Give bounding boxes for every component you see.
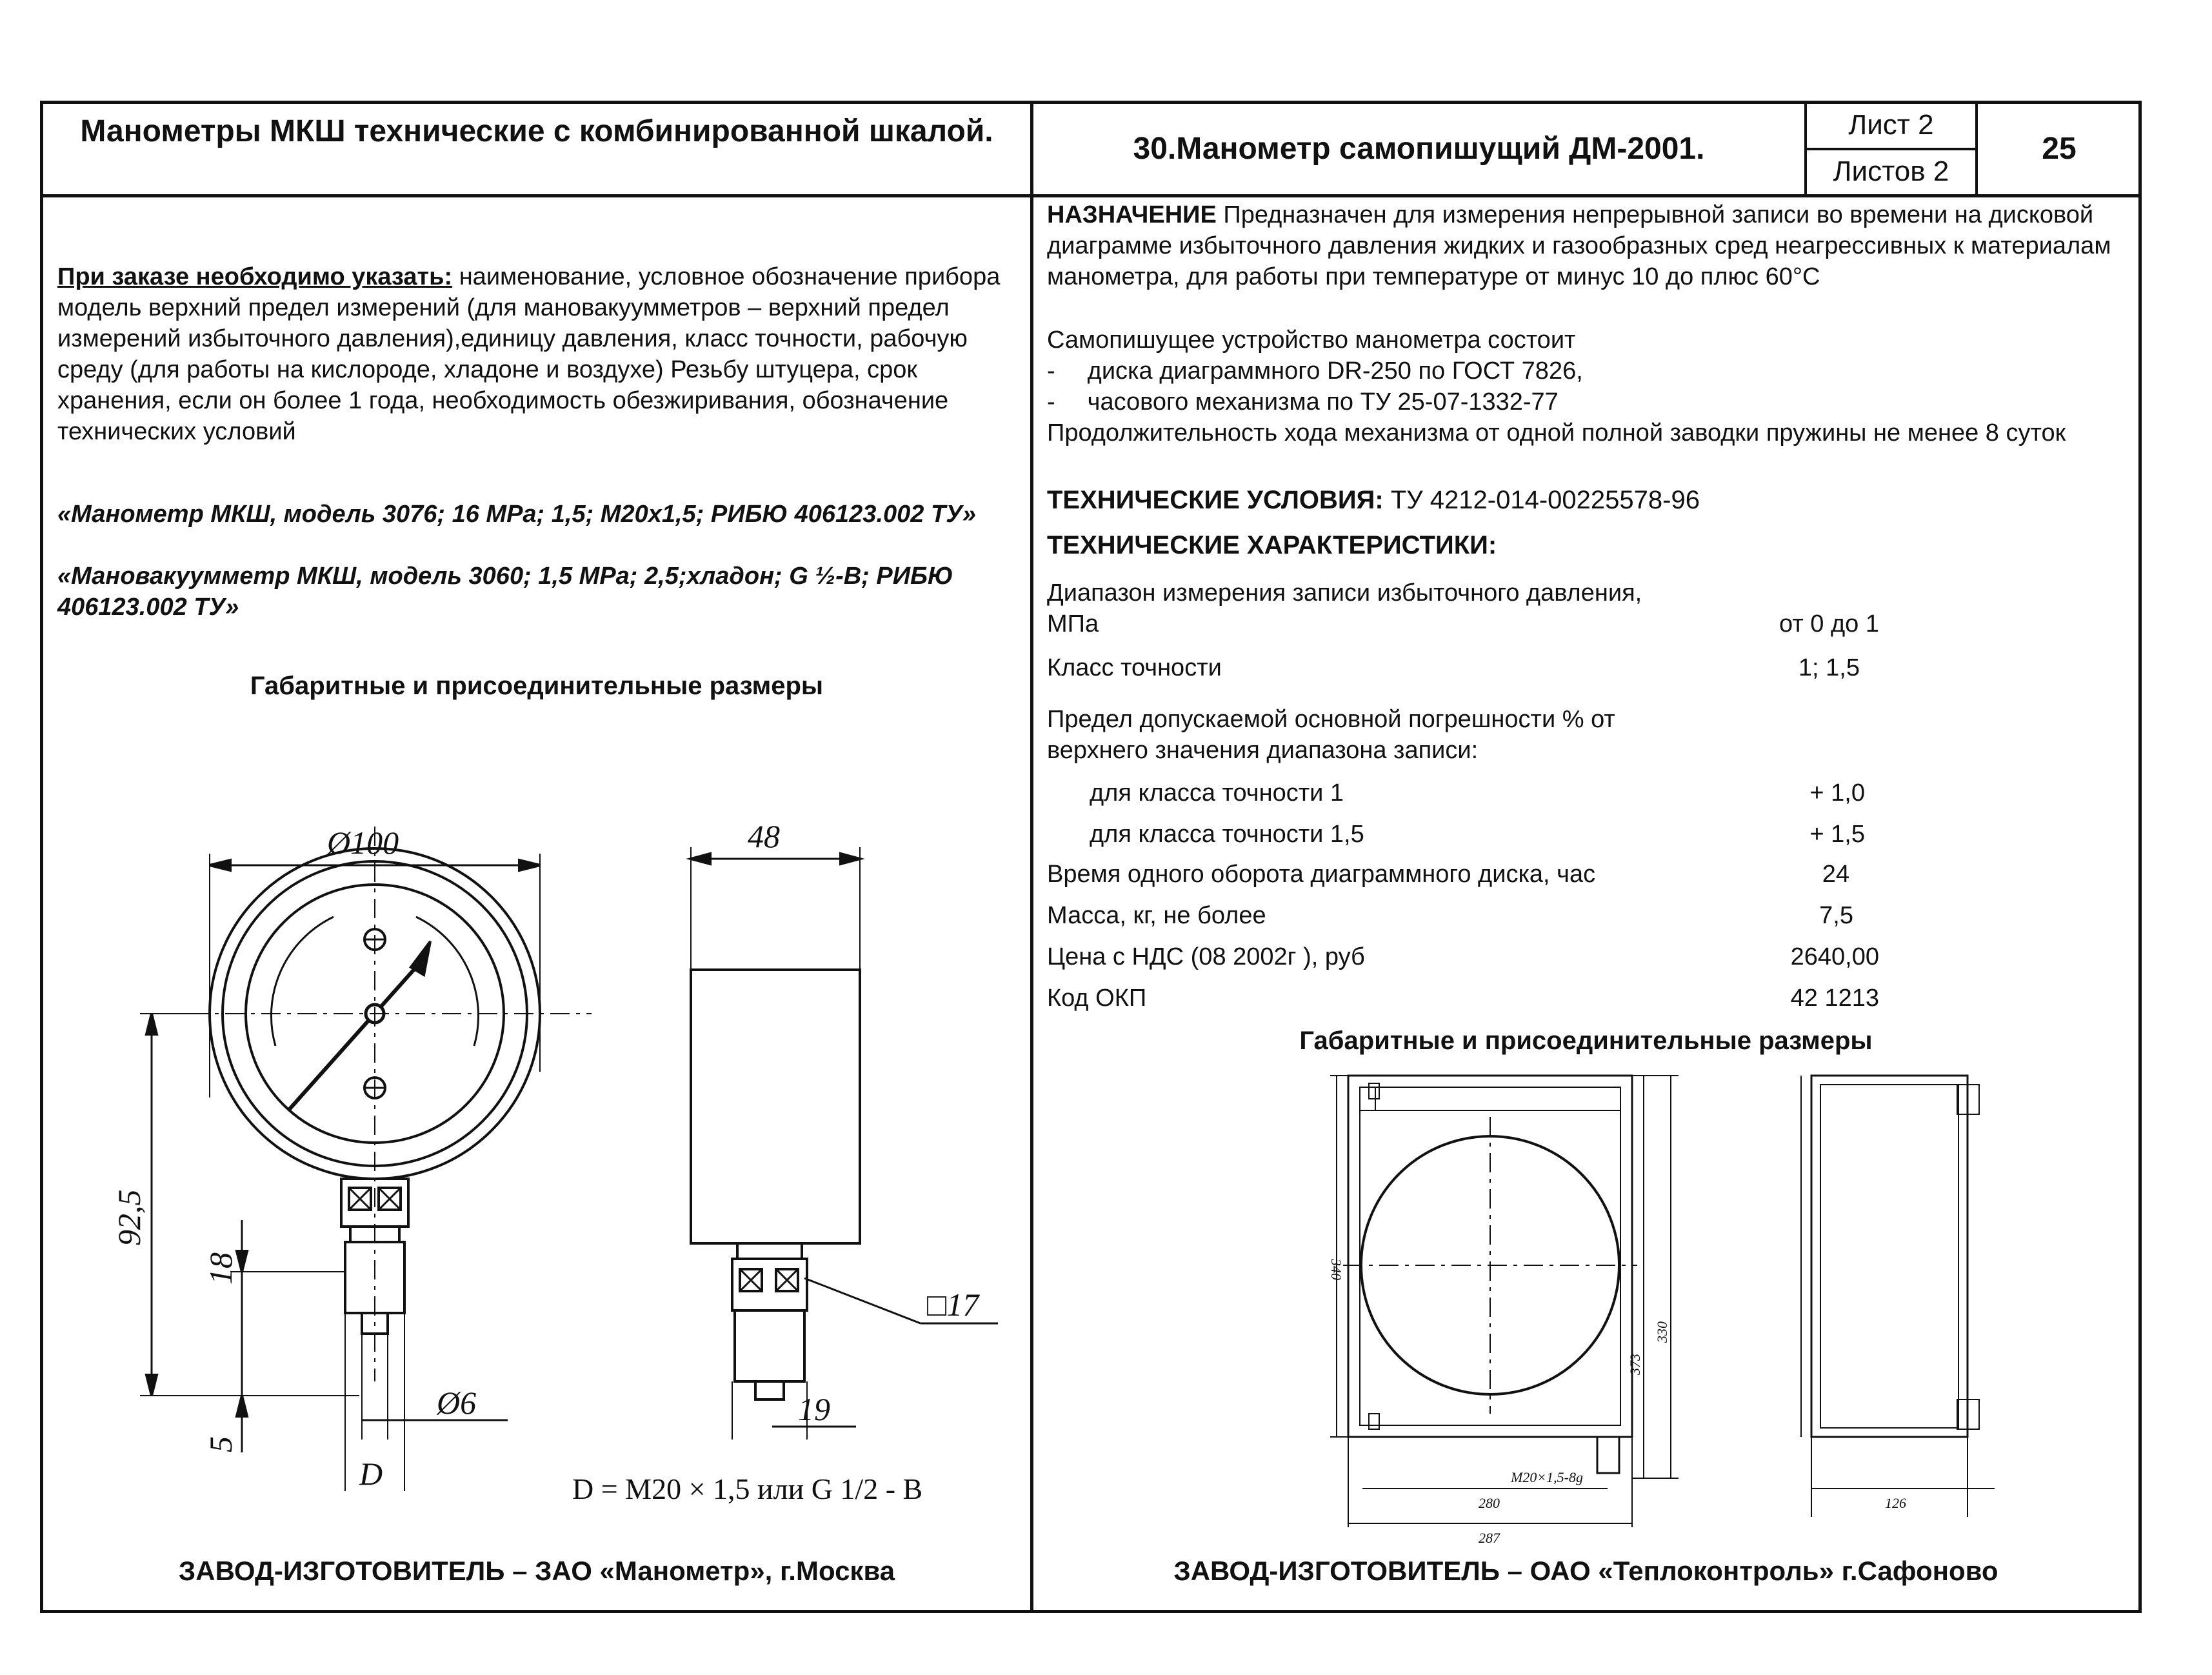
dim-280: 280	[1479, 1495, 1500, 1511]
right-dims-heading: Габаритные и присоединительные размеры	[1299, 1027, 1873, 1055]
spec-row	[1047, 819, 2028, 850]
spec-label: Масса, кг, не более	[1047, 902, 1266, 929]
spec-label: Время одного оборота диаграммного диска, час	[1047, 861, 1596, 888]
dim-48: 48	[748, 818, 780, 854]
spec-row	[1047, 704, 2028, 766]
spec-row	[1047, 577, 2028, 639]
device-intro: Самопишущее устройство манометра состоит	[1047, 326, 1576, 354]
recorder-connector	[1597, 1437, 1619, 1473]
spec-label: Код ОКП	[1047, 985, 1147, 1012]
right-title: 30.Манометр самопишущий ДМ-2001.	[1133, 132, 1705, 166]
spec-row	[1047, 652, 2028, 683]
dim-d6: Ø6	[437, 1385, 477, 1421]
dim-340: 340	[1328, 1259, 1344, 1280]
spec-value: 42 1213	[1790, 985, 1879, 1012]
recorder-drawing	[1033, 1065, 2138, 1546]
dim-126: 126	[1885, 1495, 1906, 1511]
spec-row	[1047, 941, 2028, 972]
purpose-heading: НАЗНАЧЕНИЕ	[1047, 201, 1217, 228]
gauge-pointer	[288, 967, 416, 1110]
spec-label: для класса точности 1,5	[1090, 821, 1364, 848]
order-paragraph	[57, 261, 1019, 447]
tech-cond-heading: ТЕХНИЧЕСКИЕ УСЛОВИЯ:	[1047, 486, 1384, 514]
dim-373: 373	[1627, 1354, 1643, 1375]
spec-value: 2640,00	[1790, 943, 1879, 970]
drawing-sheet	[40, 101, 2142, 1613]
duration-text: Продолжительность хода механизма от одной полной заводки пружины не менее 8 суток	[1047, 419, 2066, 446]
dim-18: 18	[203, 1252, 239, 1285]
right-footer: ЗАВОД-ИЗГОТОВИТЕЛЬ – ОАО «Теплоконтроль» г.Сафоново	[1173, 1556, 1998, 1586]
sheets-label: Листов 2	[1833, 155, 1949, 187]
dim-330: 330	[1654, 1321, 1670, 1343]
device-item-1-text: диска диаграммного DR-250 по ГОСТ 7826,	[1087, 357, 1583, 385]
spec-value: 1; 1,5	[1798, 654, 1860, 681]
dim-square-17: □17	[927, 1287, 979, 1323]
dim-287: 287	[1479, 1530, 1500, 1546]
dim-d100: Ø100	[327, 825, 399, 861]
dim-5: 5	[203, 1436, 239, 1452]
spec-value: 24	[1822, 861, 1849, 888]
spec-label: Класс точности	[1047, 654, 1222, 681]
dim-92-5: 92,5	[111, 1189, 147, 1246]
spec-label: Диапазон измерения записи избыточного давления, МПа	[1047, 579, 1642, 637]
spec-row	[1047, 777, 2028, 808]
spec-row	[1047, 900, 2028, 931]
spec-label: Цена с НДС (08 2002г ), руб	[1047, 943, 1365, 970]
spec-value: 7,5	[1819, 902, 1853, 929]
device-item-2-dash: -	[1047, 388, 1055, 416]
spec-value: от 0 до 1	[1779, 610, 1879, 637]
order-heading: При заказе необходимо указать:	[57, 263, 453, 290]
order-example-1: «Манометр МКШ, модель 3076; 16 МРа; 1,5; М20х1,5; РИБЮ 406123.002 ТУ»	[57, 501, 977, 528]
sheet-label: Лист 2	[1848, 109, 1934, 141]
spec-value: + 1,5	[1809, 821, 1865, 848]
purpose-text: Предназначен для измерения непрерывной записи во времени на дисковой диаграмме избыточного давления жидких и газообразных сред неагрессивных к материалам манометра, для работы при температуре от минус 10 до плюс 60°С	[1047, 201, 2111, 290]
order-example-2: «Мановакуумметр МКШ, модель 3060; 1,5 МРа; 2,5;хладон; G ½-В; РИБЮ 406123.002 ТУ»	[57, 563, 953, 621]
spec-row	[1047, 859, 2028, 890]
recorder-side-case	[1811, 1076, 1968, 1437]
left-footer: ЗАВОД-ИЗГОТОВИТЕЛЬ – ЗАО «Манометр», г.Москва	[178, 1556, 895, 1586]
thread-note: D = M20 × 1,5 или G 1/2 - B	[572, 1472, 923, 1505]
device-item-1-dash: -	[1047, 357, 1055, 385]
left-dims-heading: Габаритные и присоединительные размеры	[250, 672, 824, 700]
page-number: 25	[2042, 132, 2077, 166]
tech-char-heading: ТЕХНИЧЕСКИЕ ХАРАКТЕРИСТИКИ:	[1047, 531, 1497, 559]
order-text: наименование, условное обозначение прибора модель верхний предел измерений (для мановакуумметров – верхний предел измерений избыточного давления),единицу давления, класс точности, рабочую среду (для работы на кислороде, хладоне и воздухе) Резьбу штуцера, срок хранения, если он более 1 года, необходимость обезжиривания, обозначение технических условий	[57, 263, 1001, 445]
left-title: Манометры МКШ технические с комбинированной шкалой.	[80, 114, 993, 148]
device-item-2-text: часового механизма по ТУ 25-07-1332-77	[1087, 388, 1559, 416]
spec-row	[1047, 983, 2028, 1014]
spec-label: Предел допускаемой основной погрешности % от верхнего значения диапазона записи:	[1047, 706, 1615, 764]
side-fitting-hex	[732, 1259, 807, 1310]
dim-D: D	[359, 1456, 383, 1492]
dim-thread: M20×1,5-8g	[1511, 1469, 1583, 1485]
dim-19: 19	[798, 1391, 830, 1427]
spec-label: для класса точности 1	[1090, 779, 1344, 807]
gauge-side-case	[691, 970, 860, 1243]
tech-cond-value: ТУ 4212-014-00225578-96	[1383, 486, 1700, 514]
spec-value: + 1,0	[1809, 779, 1865, 807]
